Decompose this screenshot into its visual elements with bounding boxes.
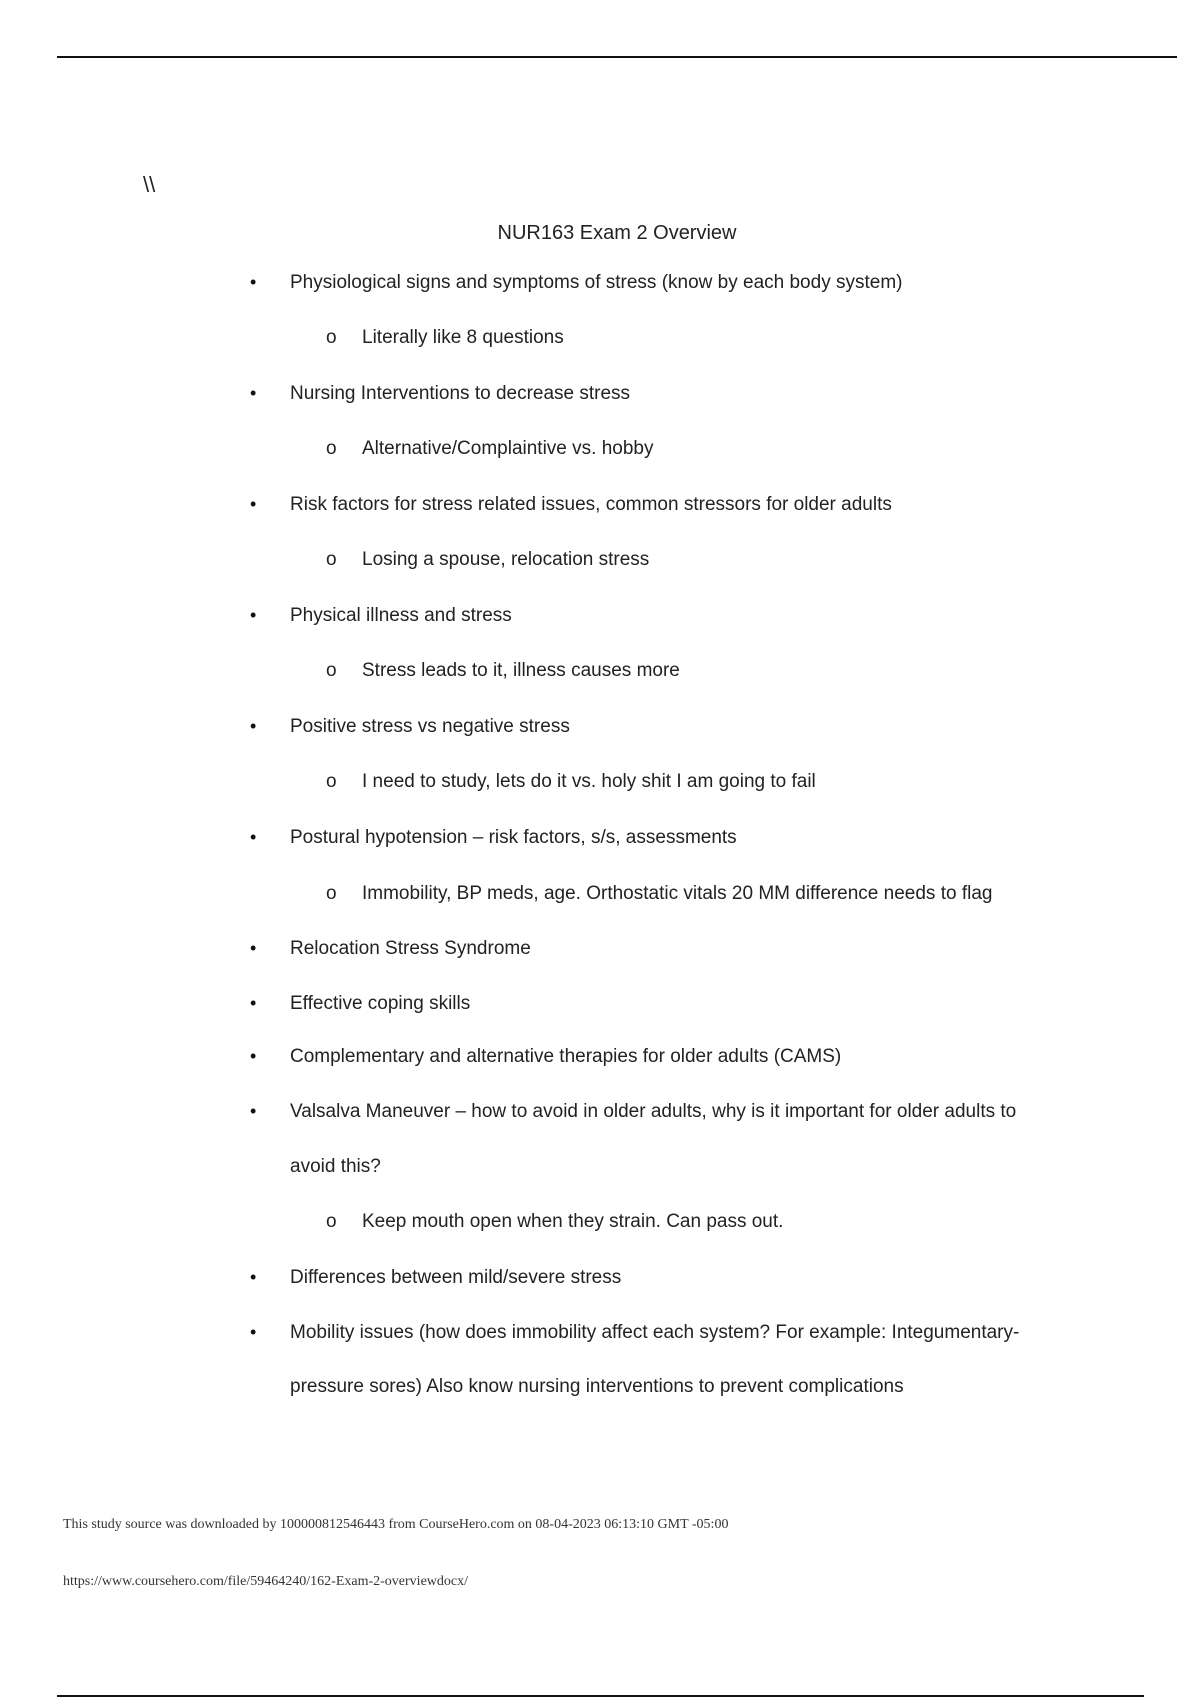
list-item-continuation: pressure sores) Also know nursing interventions to prevent complications: [290, 1376, 904, 1397]
bullet-marker: •: [250, 605, 257, 625]
sub-list-item: Stress leads to it, illness causes more: [362, 660, 680, 681]
list-item: Effective coping skills: [290, 993, 471, 1014]
sub-bullet-marker: o: [326, 660, 337, 681]
list-item: Physiological signs and symptoms of stress (know by each body system): [290, 272, 903, 293]
list-item: Valsalva Maneuver – how to avoid in older adults, why is it important for older adults to: [290, 1101, 1017, 1122]
download-note: This study source was downloaded by 100000812546443 from CourseHero.com on 08-04-2023 06:13:10 GMT -05:00: [63, 1517, 729, 1532]
sub-bullet-marker: o: [326, 327, 337, 348]
sub-list-item: Alternative/Complaintive vs. hobby: [362, 438, 654, 459]
bullet-marker: •: [250, 383, 257, 403]
sub-bullet-marker: o: [326, 771, 337, 792]
list-item: Risk factors for stress related issues, common stressors for older adults: [290, 494, 892, 515]
sub-bullet-marker: o: [326, 438, 337, 459]
source-url[interactable]: https://www.coursehero.com/file/59464240/162-Exam-2-overviewdocx/: [63, 1574, 468, 1589]
sub-bullet-marker: o: [326, 549, 337, 570]
top-rule: [57, 56, 1177, 58]
sub-bullet-marker: o: [326, 1211, 337, 1232]
bullet-marker: •: [250, 938, 257, 958]
list-item-continuation: avoid this?: [290, 1156, 381, 1177]
stray-mark: \\: [143, 172, 156, 197]
list-item: Postural hypotension – risk factors, s/s, assessments: [290, 827, 737, 848]
list-item: Nursing Interventions to decrease stress: [290, 383, 631, 404]
bullet-marker: •: [250, 827, 257, 847]
sub-bullet-marker: o: [326, 883, 337, 904]
list-item: Differences between mild/severe stress: [290, 1267, 622, 1288]
sub-list-item: Keep mouth open when they strain. Can pass out.: [362, 1211, 784, 1232]
bullet-marker: •: [250, 1046, 257, 1066]
bullet-marker: •: [250, 1322, 257, 1342]
sub-list-item: Literally like 8 questions: [362, 327, 564, 348]
list-item: Positive stress vs negative stress: [290, 716, 570, 737]
document-title: NUR163 Exam 2 Overview: [497, 222, 737, 244]
bottom-rule: [57, 1695, 1144, 1697]
list-item: Mobility issues (how does immobility affect each system? For example: Integumentary-: [290, 1322, 1020, 1343]
list-item: Relocation Stress Syndrome: [290, 938, 531, 959]
bullet-marker: •: [250, 1267, 257, 1287]
list-item: Complementary and alternative therapies for older adults (CAMS): [290, 1046, 842, 1067]
bullet-marker: •: [250, 716, 257, 736]
bullet-marker: •: [250, 1101, 257, 1121]
list-item: Physical illness and stress: [290, 605, 512, 626]
bullet-marker: •: [250, 494, 257, 514]
sub-list-item: Immobility, BP meds, age. Orthostatic vitals 20 MM difference needs to flag: [362, 883, 993, 904]
sub-list-item: I need to study, lets do it vs. holy shit I am going to fail: [362, 771, 816, 792]
sub-list-item: Losing a spouse, relocation stress: [362, 549, 650, 570]
bullet-marker: •: [250, 993, 257, 1013]
bullet-marker: •: [250, 272, 257, 292]
